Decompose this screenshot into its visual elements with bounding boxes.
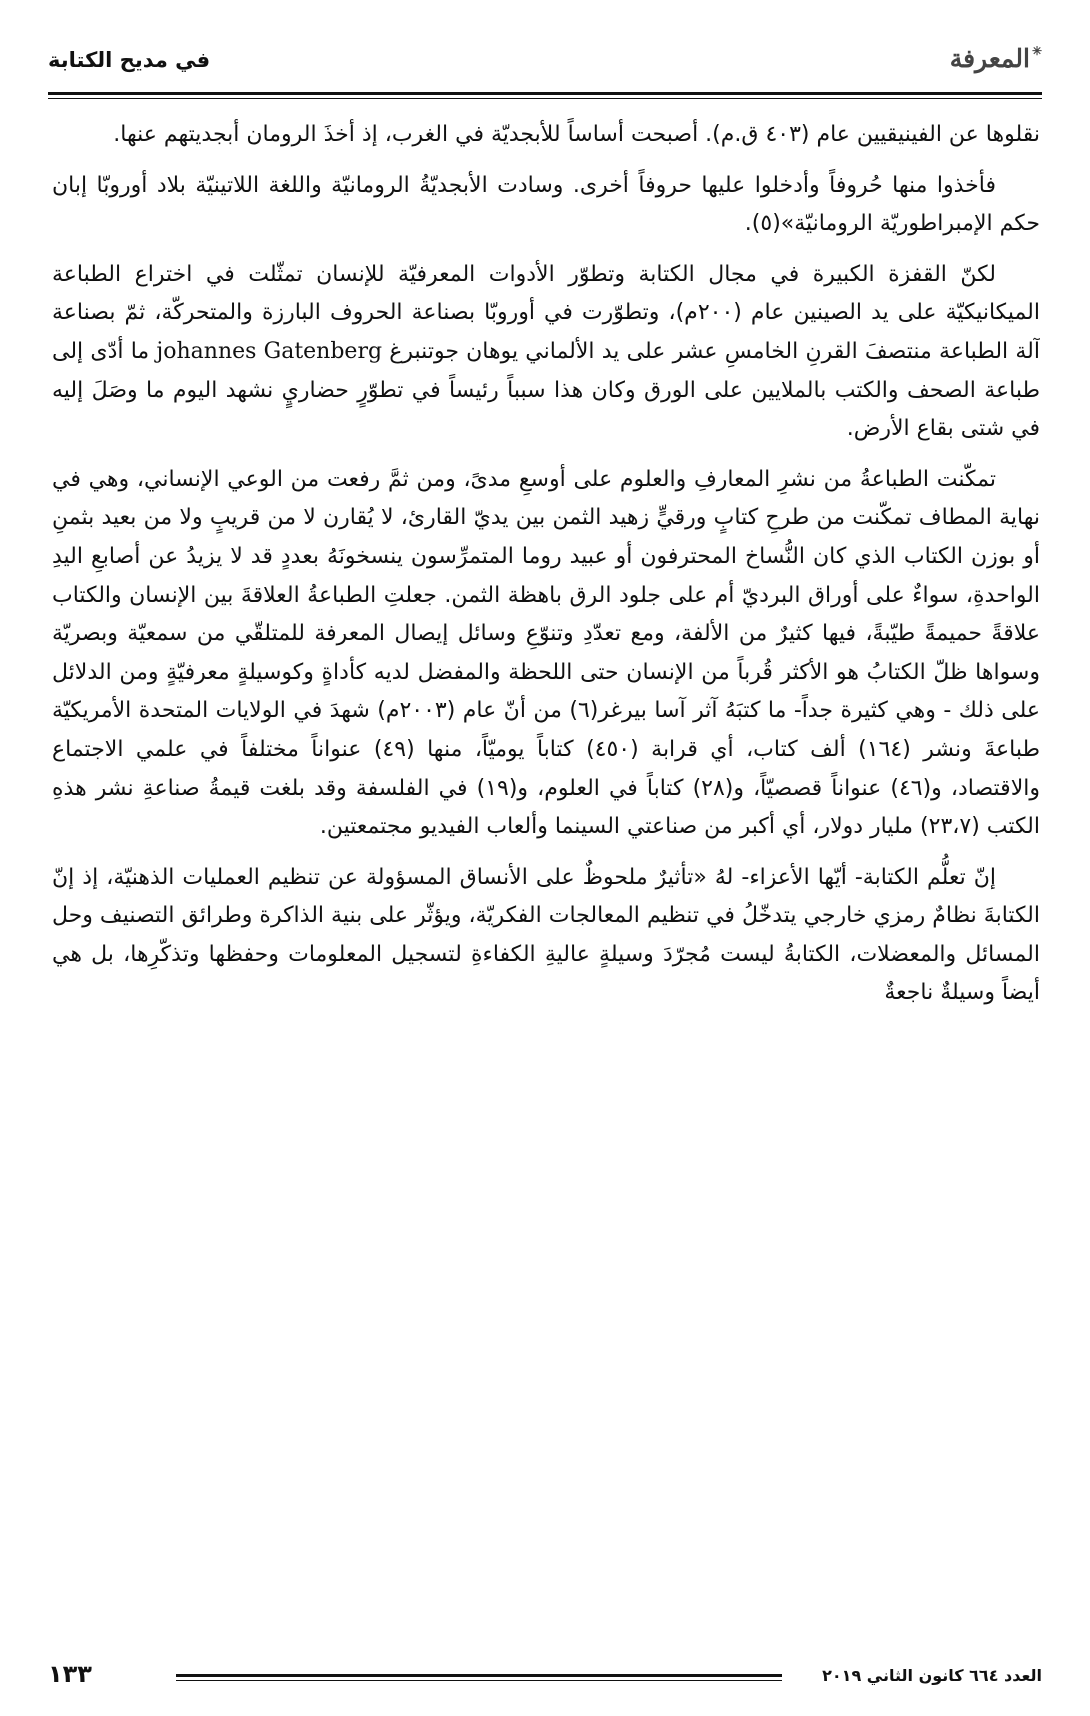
page-header (48, 42, 1042, 82)
magazine-logo (950, 44, 1042, 73)
running-title: في مديح الكتابة (48, 48, 211, 72)
latin-name: johannes Gatenberg (156, 338, 383, 364)
paragraph-5: إنّ تعلُّم الكتابة- أيّها الأعزاء- لهُ «تأثيرٌ ملحوظٌ على الأنساق المسؤولة عن تنظيم العمليات الذهنيّة، إذ إنّ الكتابةَ نظامٌ رمزي خارجي يتدخّلُ في تنظيم المعالجات الفكريّة، ويؤثّر على بنية الذاكرة وطرائق التصنيف وحل المسائل والمعضلات، الكتابةُ ليست مُجرّدَ وسيلةٍ عاليةِ الكفاءةِ لتسجيل المعلومات وحفظها وتذكّرِها، بل هي أيضاً وسيلةٌ ناجعةٌ (52, 864, 1040, 1006)
page-footer (48, 1662, 1042, 1696)
logo-text: المعرفة (949, 44, 1030, 73)
paragraph-3-part-2: ما أدّى إلى طباعة الصحف والكتب بالملايين على الورق وكان هذا سبباً رئيساً في تطوّرٍ حضاريٍ نشهد اليوم ما وصَلَ إليه في شتى بقاع الأرض. (52, 338, 1040, 442)
paragraph-3-part-1: لكنّ القفزة الكبيرة في مجال الكتابة وتطوّر الأدوات المعرفيّة للإنسان تمثّلت في اختراع الطباعة الميكانيكيّة على يد الصينين عام (٢٠٠م)، وتطوّرت في أوروبّا بصناعة الحروف البارزة والمتحركّة، ثمّ بصناعة آلة الطباعة منتصفَ القرنِ الخامسِ عشر على يد الألماني يوهان جوتنبرغ (52, 261, 1040, 364)
header-divider (48, 92, 1042, 95)
footer-divider-thin (176, 1680, 782, 1681)
footer-divider (176, 1674, 782, 1677)
paragraph-2: فأخذوا منها حُروفاً وأدخلوا عليها حروفاً أخرى. وسادت الأبجديّةُ الرومانيّة واللغة اللاتينيّة بلاد أوروبّا إبان حكم الإمبراطوريّة الرومانيّة»(٥). (52, 172, 1040, 237)
article-body (52, 116, 1040, 1656)
paragraph-1: نقلوها عن الفينيقيين عام (٤٠٣ ق.م). أصبحت أساساً للأبجديّة في الغرب، إذ أخذَ الرومان أبجديتهم عنها. (113, 122, 1040, 147)
paragraph-4: تمكّنت الطباعةُ من نشرِ المعارفِ والعلوم على أوسعِ مدىً، ومن ثمَّ رفعت من الوعي الإنساني، وهي في نهاية المطاف تمكّنت من طرحِ كتابٍ ورقيٍّ زهيد الثمن بين يديّ القارئ، لا يُقارن لا من قريبٍ ولا من بعيد بثمنِ أو بوزن الكتاب الذي كان النُّساخ المحترفون أو عبيد روما المتمرِّسون ينسخونَهُ بعددٍ قد لا يزيدُ عن أصابعِ اليدِ الواحدةِ، سواءٌ على أوراق البرديّ أم على جلود الرق باهظة الثمن. جعلتِ الطباعةُ العلاقةَ بين الإنسان والكتاب علاقةً حميمةً طيّبةً، فيها كثيرٌ من الألفة، ومع تعدّدِ وتنوّعِ وسائل إيصال المعرفة للمتلقّي من سمعيّة وبصريّة وسواها ظلّ الكتابُ هو الأكثر قُرباً من الإنسان حتى اللحظة والمفضل لديه كأداةٍ وكوسيلةٍ معرفيّةٍ ومن الدلائل على ذلك - وهي كثيرة جداً- ما كتبَهُ آثر آسا بيرغر(٦) من أنّ عام (٢٠٠٣م) شهدَ في الولايات المتحدة الأمريكيّة طباعةَ ونشر (١٦٤) ألف كتاب، أي قرابة (٤٥٠) كتاباً يوميّاً، منها (٤٩) عنواناً مختلفاً في علمي الاجتماع والاقتصاد، و(٤٦) عنواناً قصصيّاً، و(٢٨) كتاباً في العلوم، و(١٩) في الفلسفة وقد بلغت قيمةُ صناعةِ نشر هذهِ الكتب (٢٣،٧) مليار دولار، أي أكبر من صناعتي السينما وألعاب الفيديو مجتمعتين. (52, 466, 1040, 840)
issue-info: العدد ٦٦٤ كانون الثاني ٢٠١٩ (822, 1666, 1042, 1685)
logo-ornament-icon: ✳ (1031, 44, 1042, 58)
header-divider-thin (48, 98, 1042, 99)
page-number: ١٣٣ (48, 1660, 92, 1688)
paragraph-3 (52, 256, 1040, 449)
